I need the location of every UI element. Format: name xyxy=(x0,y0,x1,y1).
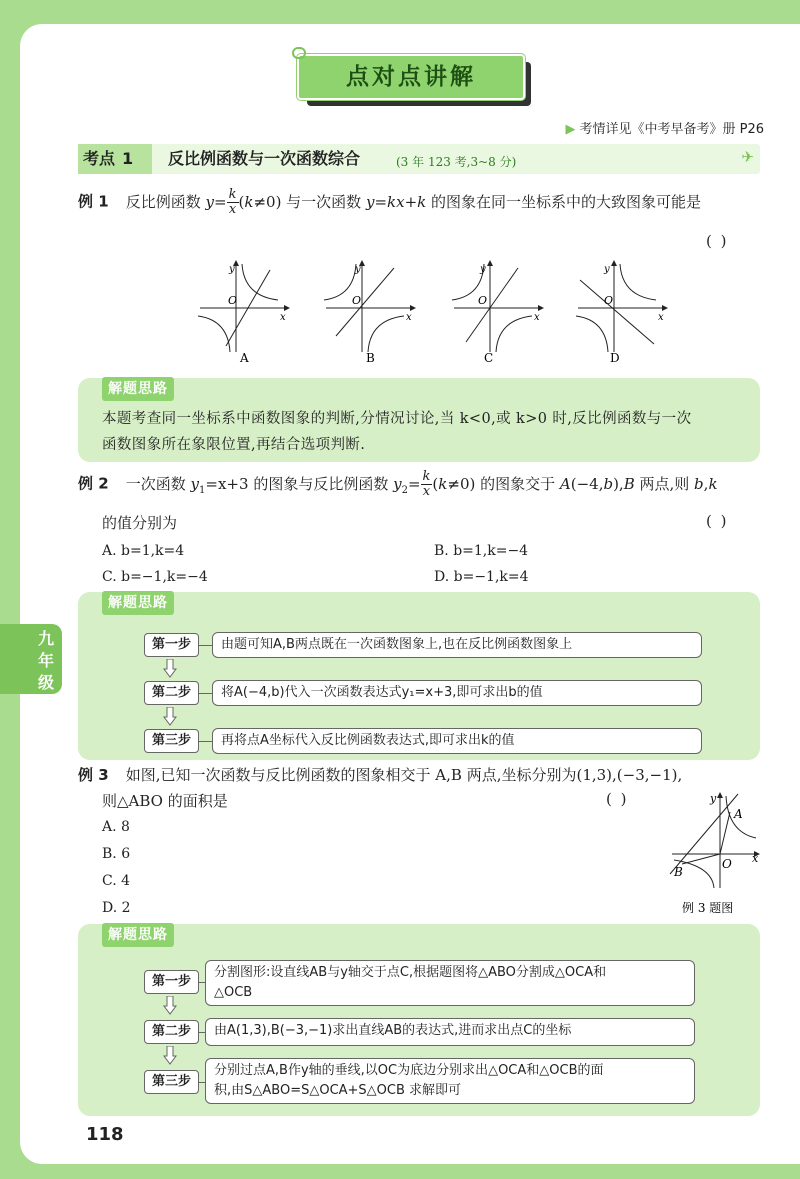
graph-C-D xyxy=(450,256,690,372)
step-1-text: 由题可知A,B两点既在一次函数图象上,也在反比例函数图象上 xyxy=(212,632,702,658)
step-1: 第一步 xyxy=(144,633,199,657)
svg-text:x: x xyxy=(534,312,540,323)
graph-b xyxy=(324,260,416,365)
svg-text:B: B xyxy=(674,865,683,879)
paperclip-icon xyxy=(292,47,306,59)
triangle-icon: ▶ xyxy=(565,122,576,137)
graph-label-a: A xyxy=(240,351,249,365)
banner-title: 点对点讲解 xyxy=(346,64,476,90)
step-2-text: 由A(1,3),B(−3,−1)求出直线AB的表达式,进而求出点C的坐标 xyxy=(205,1018,695,1046)
svg-text:y: y xyxy=(229,264,235,275)
option-a: A. b=1,k=4 xyxy=(102,543,185,559)
option-d: D. 2 xyxy=(102,900,131,916)
svg-text:y: y xyxy=(355,264,361,275)
step-3: 第三步 xyxy=(144,1070,199,1094)
option-c: C. b=−1,k=−4 xyxy=(102,569,208,585)
step-3: 第三步 xyxy=(144,729,199,753)
option-a: A. 8 xyxy=(102,819,130,835)
graph-d xyxy=(576,260,668,365)
kaodian-header: 考点 1 反比例函数与一次函数综合 (3 年 123 考,3~8 分) ✈ xyxy=(78,144,760,174)
kaodian-title: 反比例函数与一次函数综合 xyxy=(168,149,361,168)
step-3-text: 再将点A坐标代入反比例函数表达式,即可求出k的值 xyxy=(212,728,702,754)
option-d: D. b=−1,k=4 xyxy=(434,569,529,585)
option-c: C. 4 xyxy=(102,873,131,889)
svg-text:x: x xyxy=(280,312,286,323)
svg-text:O: O xyxy=(478,294,488,307)
figure-caption: 例 3 题图 xyxy=(682,901,734,915)
svg-text:O: O xyxy=(604,294,614,307)
step-1: 第一步 xyxy=(144,970,199,994)
graph-c xyxy=(452,260,544,365)
svg-text:O: O xyxy=(722,857,732,871)
svg-text:x: x xyxy=(406,312,412,323)
answer-paren: ( ) xyxy=(706,232,729,250)
option-b: B. b=1,k=−4 xyxy=(434,543,529,559)
svg-text:x: x xyxy=(752,852,759,865)
hint-box-2: 解题思路 xyxy=(78,592,760,760)
svg-text:O: O xyxy=(352,294,362,307)
page-number: 118 xyxy=(86,1124,124,1145)
down-arrow-icon xyxy=(163,1046,177,1066)
step-2: 第二步 xyxy=(144,681,199,705)
option-b: B. 6 xyxy=(102,846,131,862)
reference-note: ▶ 考情详见《中考早备考》册 P26 xyxy=(565,122,764,137)
svg-text:y: y xyxy=(604,264,610,275)
svg-text:y: y xyxy=(480,264,486,275)
graph-label-c: C xyxy=(484,351,494,365)
step-3-text: 分别过点A,B作y轴的垂线,以OC为底边分别求出△OCA和△OCB的面 积,由S△ABO=S△OCA+S△OCB 求解即可 xyxy=(205,1058,695,1104)
step-2-text: 将A(−4,b)代入一次函数表达式y₁=x+3,即可求出b的值 xyxy=(212,680,702,706)
example-1-stem: 例 1 反比例函数 y= $\frac{k}{x}$ (k≠0) 与一次函数 y=kx+k 的图象在同一坐标系中的大致图象可能是 xyxy=(78,187,702,217)
svg-text:y: y xyxy=(710,792,717,805)
example-3-figure xyxy=(668,788,764,920)
down-arrow-icon xyxy=(163,707,177,727)
hint-box-3: 解题思路 xyxy=(78,924,760,1116)
down-arrow-icon xyxy=(163,996,177,1016)
paper-plane-icon: ✈ xyxy=(741,148,754,166)
example-2-stem: 例 2 一次函数 $y_1=x+3$ 的图象与反比例函数 $y_2=$ $\frac{k}{x}$ (k≠0) 的图象交于 A(−4,b),B 两点,则 b,k xyxy=(78,469,718,499)
step-1-text: 分割图形:设直线AB与y轴交于点C,根据题图将△ABO分割成△OCA和 △OCB xyxy=(205,960,695,1006)
hint-box-1: 解题思路 本题考查同一坐标系中函数图象的判断,分情况讨论,当 k<0,或 k>0 时,反比例函数与一次 函数图象所在象限位置,再结合选项判断. xyxy=(78,378,760,462)
example-3-stem: 例 3 如图,已知一次函数与反比例函数的图象相交于 A,B 两点,坐标分别为(1,3),(−3,−1), xyxy=(78,766,683,784)
step-2: 第二步 xyxy=(144,1020,199,1044)
svg-text:x: x xyxy=(658,312,664,323)
graph-A-B xyxy=(196,256,426,372)
grade-side-tab: 九 年 级 xyxy=(0,624,62,694)
graph-label-d: D xyxy=(610,351,620,365)
svg-text:O: O xyxy=(228,294,238,307)
section-banner xyxy=(297,52,533,110)
down-arrow-icon xyxy=(163,659,177,679)
graph-label-b: B xyxy=(366,351,375,365)
svg-text:A: A xyxy=(734,807,743,821)
graph-a xyxy=(198,260,290,365)
